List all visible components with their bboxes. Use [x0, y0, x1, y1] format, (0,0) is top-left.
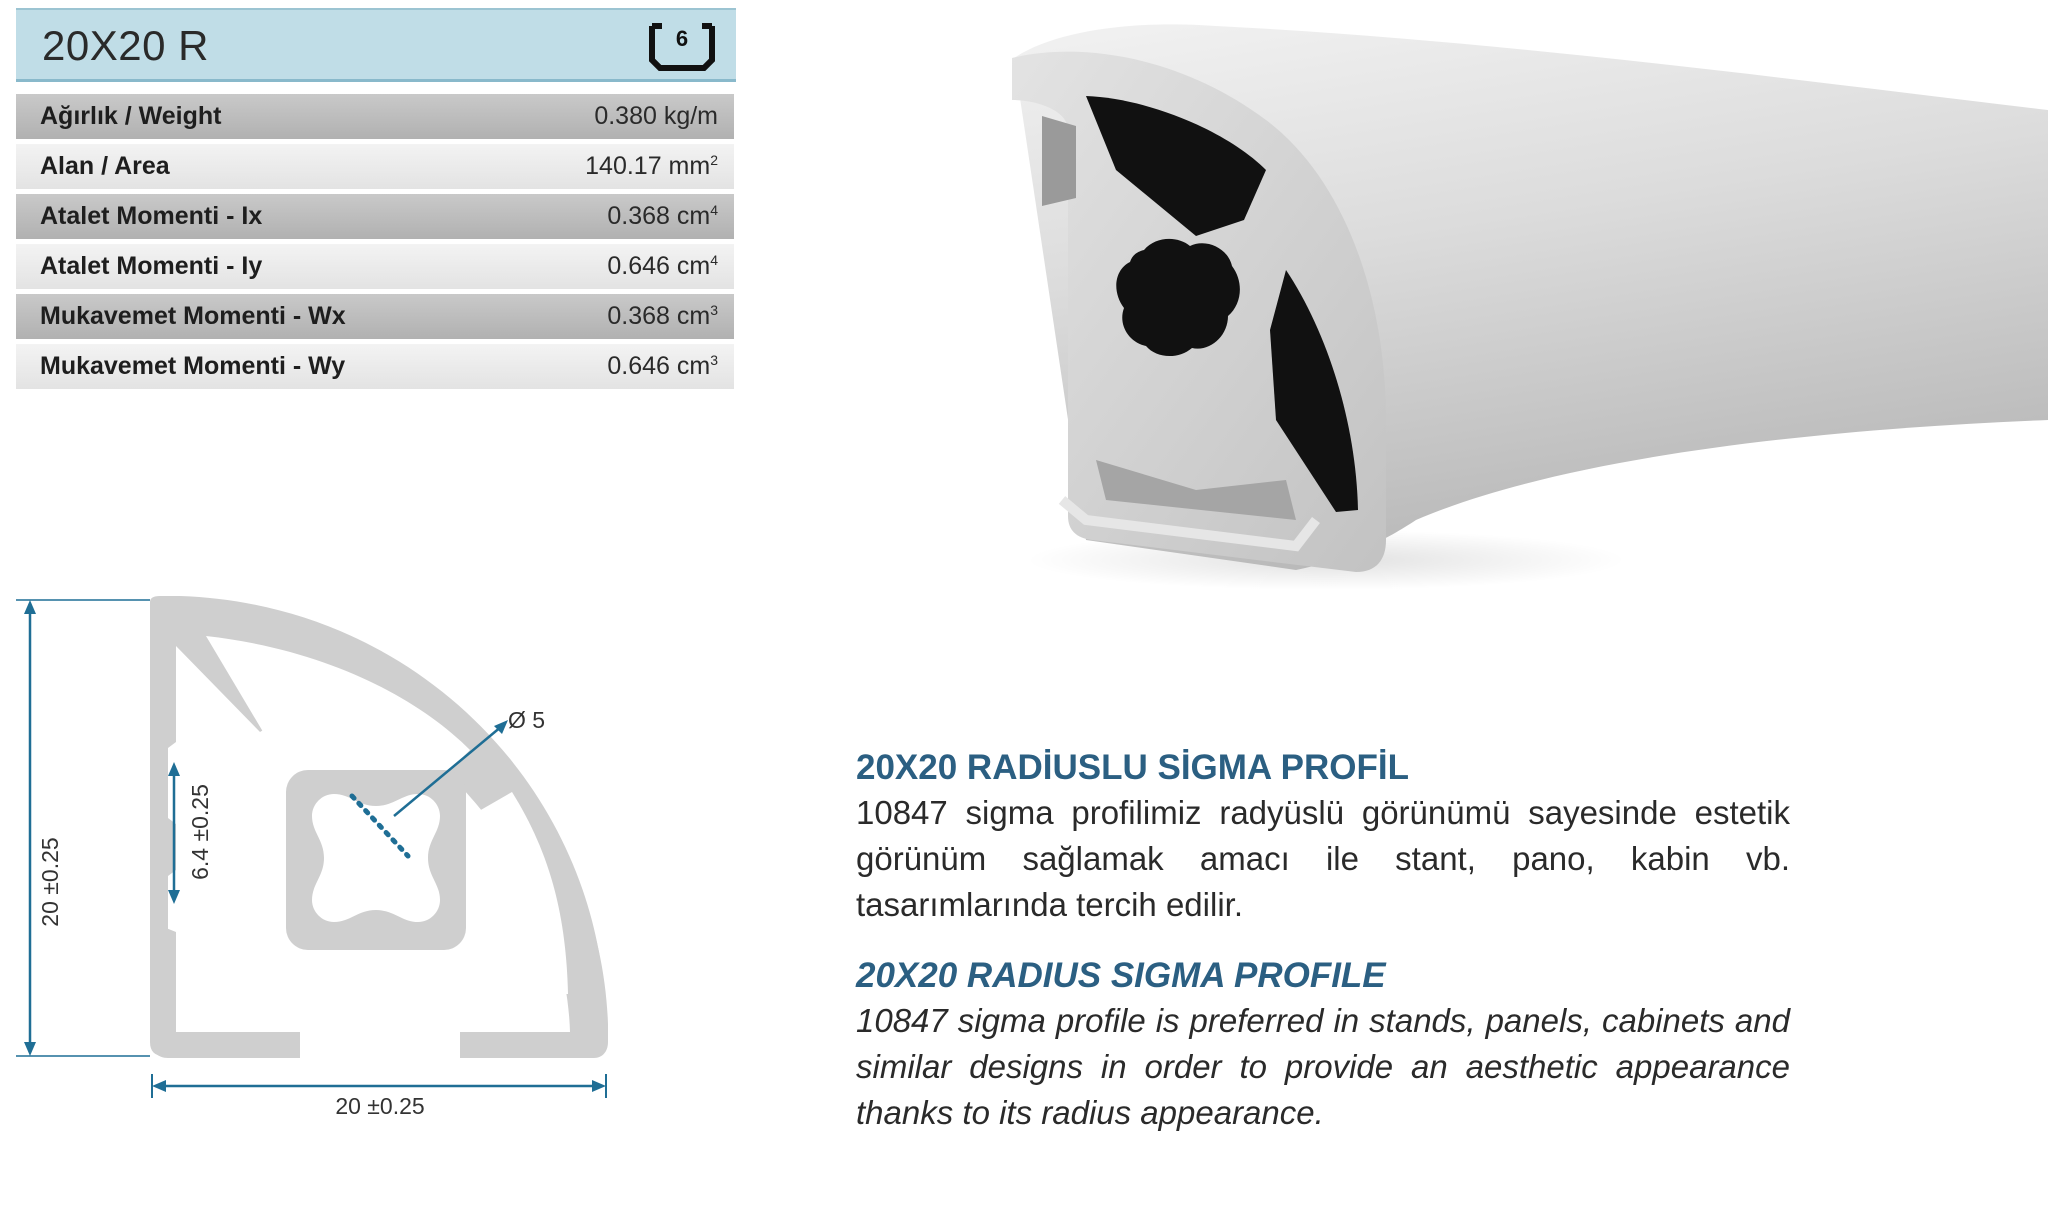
- spec-row: [16, 94, 734, 139]
- width-arrow-right: [592, 1080, 606, 1092]
- spec-label: Ağırlık / Weight: [40, 102, 222, 130]
- spec-value: 0.368 $cm^4$: [607, 202, 718, 230]
- width-arrow-left: [152, 1080, 166, 1092]
- spec-value: 0.368 $cm^3$: [607, 302, 718, 330]
- spec-value: 0.646 $cm^4$: [607, 252, 718, 280]
- height-arrow-top: [24, 600, 36, 614]
- product-header: [16, 8, 736, 82]
- spec-value: 0.380 kg/m: [594, 102, 718, 130]
- width-dimension: 20 ±0.25: [335, 1093, 425, 1119]
- spec-row: [16, 294, 734, 339]
- bore-dimension: Ø 5: [508, 707, 546, 733]
- spec-label: Atalet Momenti - Iy: [40, 252, 263, 280]
- spec-row: [16, 344, 734, 389]
- turkish-heading: 20X20 RADİUSLU SİGMA PROFİL: [856, 748, 1409, 787]
- spec-row: [16, 144, 734, 189]
- english-heading: 20X20 RADIUS SIGMA PROFILE: [856, 956, 1386, 995]
- english-description: 10847 sigma profile is preferred in stands, panels, cabinets and similar designs in order to provide an aesthetic appearance thanks to its radius appearance.: [856, 1002, 1790, 1131]
- profile-product-photo: [996, 0, 2048, 600]
- spec-row: [16, 194, 734, 239]
- height-arrow-bottom: [24, 1042, 36, 1056]
- spec-value: 140.17 $mm^2$: [585, 152, 718, 180]
- spec-row: [16, 244, 734, 289]
- spec-value: 0.646 $cm^3$: [607, 352, 718, 380]
- spec-label: Atalet Momenti - Ix: [40, 202, 263, 230]
- profile-cross-section-drawing: [0, 580, 640, 1140]
- spec-label: Mukavemet Momenti - Wy: [40, 352, 346, 380]
- product-title: 20X20 R: [42, 22, 209, 69]
- center-bore: [312, 794, 440, 922]
- spec-label: Mukavemet Momenti - Wx: [40, 302, 346, 330]
- spec-label: Alan / Area: [40, 152, 170, 180]
- spec-table: [16, 94, 734, 394]
- slot-size-number: 6: [675, 26, 689, 51]
- turkish-description: 10847 sigma profilimiz radyüslü görünümü sayesinde estetik görünüm sağlamak amacı ile stant, pano, kabin vb. tasarımlarında tercih edilir.: [856, 794, 1790, 923]
- slot-dimension: 6.4 ±0.25: [187, 784, 213, 880]
- description-block: [856, 748, 1790, 1136]
- slot-size-badge: [646, 22, 718, 72]
- height-dimension: 20 ±0.25: [37, 837, 63, 927]
- photo-left-slot: [1042, 116, 1076, 206]
